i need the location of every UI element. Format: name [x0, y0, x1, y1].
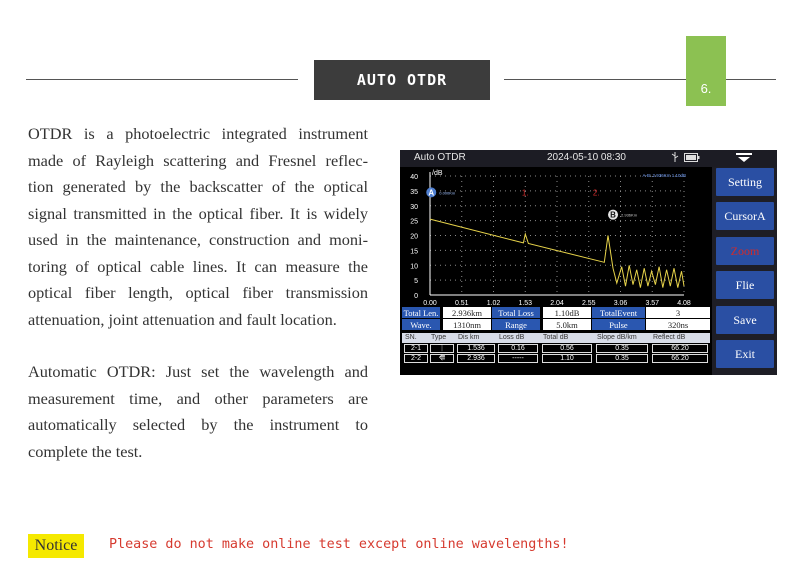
event-cell: 0.35	[596, 354, 648, 363]
paragraph-line: signal transmitted in the optical fiber. It is widely	[28, 203, 368, 223]
event-cell: -----	[498, 354, 538, 363]
x-tick-label: 0.00	[423, 300, 437, 307]
side-button-zoom[interactable]: Zoom	[716, 237, 774, 265]
side-button-setting[interactable]: Setting	[716, 168, 774, 196]
trace-line	[430, 219, 684, 288]
y-tick-label: 5	[414, 278, 418, 286]
x-tick-label: 1.53	[518, 300, 533, 307]
paragraph-line: optical fiber length, optical fiber transmission	[28, 283, 368, 302]
status-bar	[400, 150, 777, 167]
event-column-header: Total dB	[543, 334, 569, 341]
paragraph-line: used in the maintenance, construction and moni-	[28, 230, 368, 249]
paragraph-line: automatically selected by the instrument to	[28, 415, 368, 434]
paragraph-line: OTDR is a photoelectric integrated instrument	[28, 124, 368, 143]
cursor-a-label: A	[428, 188, 435, 198]
ab-readout: A-B: 2.936Km 1.10dB	[642, 173, 686, 178]
x-tick-label: 2.04	[550, 300, 564, 307]
table-row[interactable]	[402, 344, 710, 354]
event-cell: 2-1	[404, 344, 428, 353]
side-button-save[interactable]: Save	[716, 306, 774, 334]
signal-icon	[735, 153, 753, 166]
battery-icon	[684, 153, 700, 165]
summary-value: 5.0km	[543, 319, 591, 330]
notice-label	[28, 534, 84, 558]
y-tick-label: 0	[414, 293, 418, 300]
section-title	[314, 60, 490, 100]
paragraph-automatic-otdr	[28, 359, 368, 465]
paragraph-line: made of Rayleigh scattering and Fresnel reflec-	[28, 150, 368, 170]
x-tick-label: 3.06	[613, 300, 628, 307]
paragraph-line: Automatic OTDR: Just set the wavelength and	[28, 362, 368, 381]
header-rule-right	[504, 79, 776, 80]
datetime-label: 2024-05-10 08:30	[547, 152, 626, 163]
summary-label: Pulse	[592, 319, 645, 330]
cursor-b-readout: 2.936Km	[621, 212, 638, 218]
x-tick-label: 4.08	[677, 300, 691, 307]
y-tick-label: 20	[410, 233, 418, 241]
x-tick-label: 3.57	[645, 300, 660, 307]
summary-grid	[402, 307, 710, 331]
event-cell: 0.35	[596, 344, 648, 353]
event-cell: 66.20	[652, 344, 708, 353]
summary-label: Total Loss	[492, 307, 540, 318]
paragraph-line: attenuation, joint attenuation and fault location.	[28, 309, 337, 329]
event-column-header: Dis km	[458, 334, 480, 341]
summary-value: 320ns	[646, 319, 710, 330]
paragraph-line: complete the test.	[28, 441, 143, 461]
summary-value: 2.936km	[443, 307, 491, 318]
summary-value: 3	[646, 307, 710, 318]
event-column-header: SN.	[405, 334, 417, 341]
mode-label: Auto OTDR	[414, 152, 466, 163]
event-cell: 2.936	[457, 354, 495, 363]
paragraph-line: tion generated by the backscatter of the optical	[28, 177, 368, 196]
event-cell: ⭅	[430, 354, 454, 363]
event-marker: 1.	[521, 188, 529, 198]
cursor-a-readout: 0.000Km	[439, 190, 456, 196]
notice-text: Please do not make online test except online wavelengths!	[109, 537, 569, 552]
event-cell: 2-2	[404, 354, 428, 363]
event-cell: 66.20	[652, 354, 708, 363]
event-cell: 0.56	[542, 344, 592, 353]
header-rule-left	[26, 79, 298, 80]
y-tick-label: 15	[410, 248, 418, 256]
y-tick-label: 40	[410, 174, 418, 181]
event-cell: 1.536	[457, 344, 495, 353]
cursor-b-label: B	[610, 210, 616, 220]
event-cell: 1.10	[542, 354, 592, 363]
x-tick-label: 2.55	[581, 300, 596, 307]
event-cell: 0.16	[498, 344, 538, 353]
summary-label: Range	[492, 319, 540, 330]
summary-row	[402, 319, 710, 331]
x-tick-label: 1.02	[486, 300, 501, 307]
event-marker: 2.	[592, 188, 600, 198]
event-column-header: Loss dB	[499, 334, 525, 341]
usb-icon	[670, 151, 680, 166]
section-title-text: AUTO OTDR	[356, 71, 448, 89]
paragraph-otdr-description	[28, 121, 368, 333]
summary-value: 1.10dB	[543, 307, 591, 318]
notice-label-text: Notice	[34, 537, 78, 554]
paragraph-line: toring of optical cable lines. It can measure the	[28, 256, 368, 276]
summary-label: Total Len.	[403, 307, 439, 318]
y-axis-label: /dB	[432, 170, 443, 177]
event-column-header: Slope dB/km	[597, 334, 637, 341]
summary-row	[402, 307, 710, 319]
side-button-cursora[interactable]: CursorA	[716, 202, 774, 230]
side-button-exit[interactable]: Exit	[716, 340, 774, 368]
otdr-device-screen	[400, 150, 777, 375]
page-number-tab	[686, 36, 726, 106]
summary-label: TotalEvent	[592, 307, 645, 318]
y-tick-label: 35	[410, 188, 418, 196]
page-number: 6.	[700, 81, 712, 96]
paragraph-line: measurement time, and other parameters are	[28, 388, 368, 408]
y-tick-label: 30	[410, 203, 418, 211]
summary-label: Wave.	[402, 319, 440, 330]
summary-value: 1310nm	[443, 319, 491, 330]
x-tick-label: 0.51	[454, 300, 469, 307]
y-tick-label: 25	[410, 218, 418, 226]
side-button-flie[interactable]: Flie	[716, 271, 774, 299]
event-table-header	[402, 333, 710, 343]
event-cell: ⏋	[430, 344, 454, 353]
event-column-header: Type	[431, 334, 447, 341]
y-tick-label: 10	[410, 263, 418, 271]
otdr-trace-chart[interactable]	[400, 167, 712, 307]
table-row[interactable]	[402, 354, 710, 364]
event-column-header: Reflect dB	[653, 334, 686, 341]
